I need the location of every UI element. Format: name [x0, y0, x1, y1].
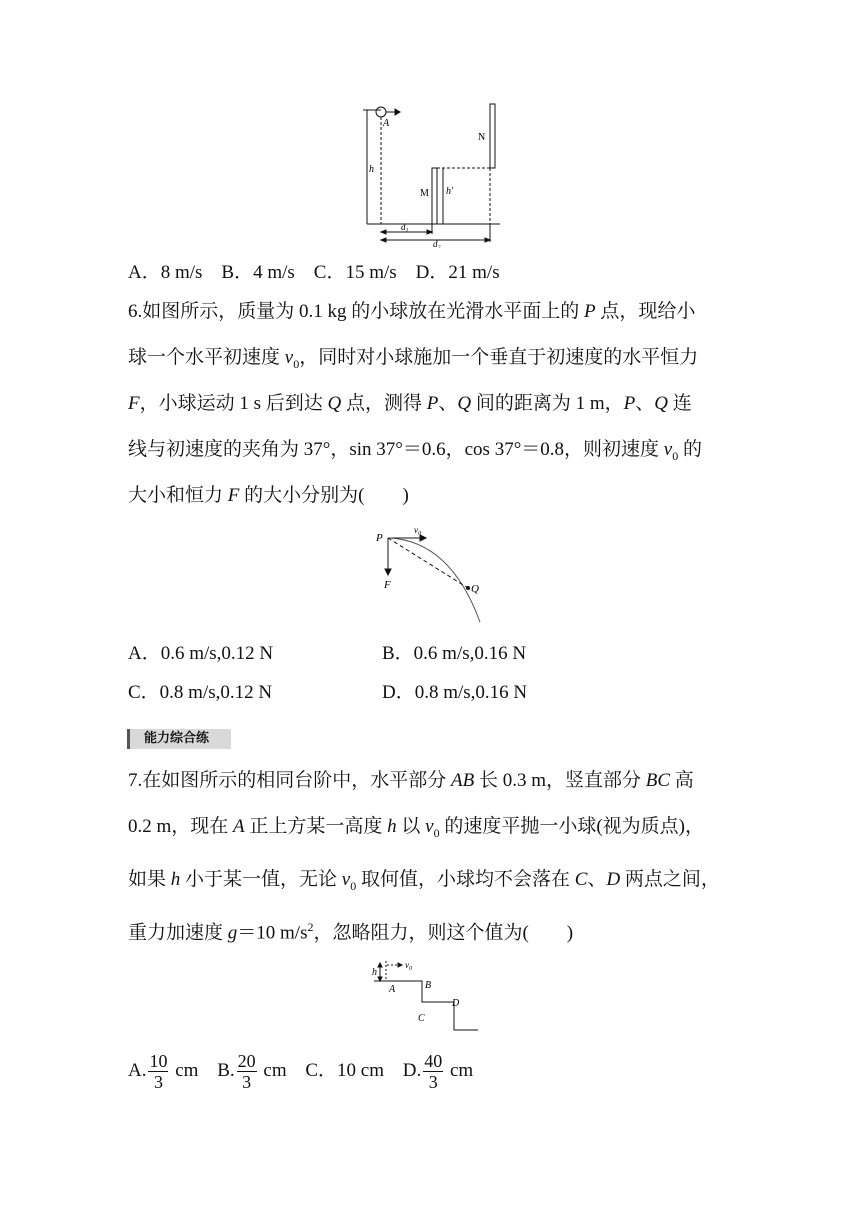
q7-text: 两点之间，: [620, 869, 720, 890]
fraction: $\frac{40}{3}$: [424, 1051, 443, 1093]
q7-line-3: [128, 866, 720, 900]
q6-text: 、: [438, 393, 458, 414]
q6-text: 的: [678, 439, 702, 460]
q7-var-a: A: [233, 816, 245, 837]
q6-text: 、: [635, 393, 655, 414]
fig5-label-hprime: h′: [446, 186, 454, 197]
fraction: $\frac{10}{3}$: [149, 1051, 168, 1093]
q6-text: 连: [668, 393, 692, 414]
q6-line-1: [128, 298, 695, 326]
fig7-label-c: C: [418, 1013, 425, 1024]
q7-var-h: h: [170, 869, 181, 890]
q6-option-c[interactable]: C．0.8 m/s,0.12 N: [128, 682, 273, 703]
q7-text: 如果: [128, 869, 171, 890]
fig5-label-d1: $d_1$: [401, 222, 409, 234]
q7-var-v: v: [341, 869, 351, 890]
q6-var-q: Q: [457, 393, 472, 414]
q7-text: 取何值，小球均不会落在: [356, 869, 575, 890]
fig6-label-q: Q: [471, 583, 479, 595]
q6-text: 的大小分别为( ): [239, 485, 409, 506]
ball: [376, 107, 386, 117]
q6-text: 球一个水平初速度: [128, 347, 285, 368]
q6-line-4: [128, 436, 702, 470]
q6-line-3: [128, 390, 692, 418]
wall-m: [432, 168, 437, 224]
q7-option-c[interactable]: C．10 cm: [305, 1060, 384, 1081]
q6-line-2: [128, 344, 698, 378]
fig7-label-b: B: [425, 980, 432, 991]
q6-var-p: P: [426, 393, 439, 414]
q7-var-g: g: [227, 922, 238, 944]
q7-sub: 0: [433, 825, 440, 840]
q6-sub: 0: [672, 448, 679, 463]
q6-text: 间的距离为 1 m，: [471, 393, 624, 414]
fraction: $\frac{20}{3}$: [237, 1051, 256, 1093]
q7-text: 的速度平抛一小球(视为质点)，: [439, 816, 705, 837]
fig7-label-h: h: [372, 967, 377, 978]
q6-var-v: v: [663, 439, 673, 460]
fig5-label-d2: $d_2$: [433, 239, 441, 248]
q7-option-d[interactable]: D. $\frac{40}{3}$ cm: [402, 1051, 474, 1093]
q6-var-f: F: [227, 485, 240, 506]
q7-var-c: C: [574, 869, 588, 890]
pq-chord: [388, 538, 468, 588]
q6-text: 点，现给小: [595, 301, 696, 322]
q7-var-h: h: [387, 816, 397, 837]
fig5-label-a: A: [383, 118, 390, 129]
q6-option-a[interactable]: A．0.6 m/s,0.12 N: [128, 643, 274, 664]
q7-var-bc: BC: [645, 770, 671, 791]
figure-q7-steps: [370, 955, 482, 1035]
fig5-label-n: N: [478, 132, 486, 143]
fig7-label-d: D: [452, 998, 460, 1009]
q6-sub: 0: [293, 356, 300, 371]
q6-line-5: [128, 482, 409, 510]
q5-options: A．8 m/s B．4 m/s C．15 m/s D．21 m/s: [128, 262, 500, 283]
q7-option-b[interactable]: B. $\frac{20}{3}$ cm: [217, 1051, 287, 1093]
q7-text: ＝10 m/s: [237, 922, 308, 944]
q6-var-q: Q: [654, 393, 669, 414]
trajectory-curve: [388, 538, 480, 622]
section-banner: 能力综合练: [127, 729, 231, 749]
fig6-label-v0: $v_0$: [414, 525, 421, 537]
q7-text: 长 0.3 m，竖直部分: [474, 770, 646, 791]
q7-text: 小于某一值，无论: [180, 869, 342, 890]
q7-sup: 2: [307, 920, 314, 934]
q6-text: ，同时对小球施加一个垂直于初速度的水平恒力: [299, 347, 699, 368]
q6-text: 大小和恒力: [128, 485, 228, 506]
q6-var-p: P: [584, 301, 596, 322]
q7-line-4: [128, 913, 573, 947]
figure-q5-walls: [355, 98, 505, 248]
fig6-label-f: F: [384, 579, 391, 591]
q7-var-ab: AB: [451, 770, 475, 791]
q7-line-1: [128, 767, 694, 795]
q7-text: 重力加速度: [128, 922, 228, 944]
q6-var-v: v: [284, 347, 294, 368]
q7-var-v: v: [425, 816, 434, 837]
q6-var-f: F: [128, 393, 140, 414]
q7-text: 以: [396, 816, 426, 837]
q7-text: 0.2 m，现在: [128, 816, 234, 837]
q6-option-b[interactable]: B．0.6 m/s,0.16 N: [382, 643, 527, 664]
q6-var-p: P: [623, 393, 636, 414]
q6-option-d[interactable]: D．0.8 m/s,0.16 N: [382, 682, 528, 703]
fig7-label-v0: $v_0$: [405, 960, 412, 972]
q7-text: 正上方某一高度: [244, 816, 388, 837]
fig7-label-a: A: [389, 984, 396, 995]
q7-text: 高: [670, 770, 694, 791]
q7-options: [128, 1049, 473, 1093]
wall-n: [490, 104, 495, 168]
q6-text: 6.如图所示，质量为 0.1 kg 的小球放在光滑水平面上的: [128, 301, 585, 322]
q6-text: 线与初速度的夹角为 37°，sin 37°＝0.6，cos 37°＝0.8，则初速度: [128, 439, 664, 460]
fig5-label-h: h: [369, 164, 374, 175]
figure-q6-trajectory: [372, 522, 492, 628]
fig5-label-m: M: [420, 188, 429, 199]
q7-text: 、: [587, 869, 607, 890]
fig6-label-p: P: [376, 532, 383, 544]
q7-var-d: D: [606, 869, 621, 890]
q6-text: ，小球运动 1 s 后到达: [139, 393, 328, 414]
q7-text: 7.在如图所示的相同台阶中，水平部分: [128, 770, 452, 791]
q7-sub: 0: [350, 878, 357, 893]
q7-text: ，忽略阻力，则这个值为( ): [313, 922, 574, 944]
q6-var-q: Q: [327, 393, 342, 414]
q7-line-2: [128, 813, 704, 847]
q7-option-a[interactable]: A. $\frac{10}{3}$ cm: [128, 1051, 199, 1093]
q6-text: 点，测得: [341, 393, 427, 414]
